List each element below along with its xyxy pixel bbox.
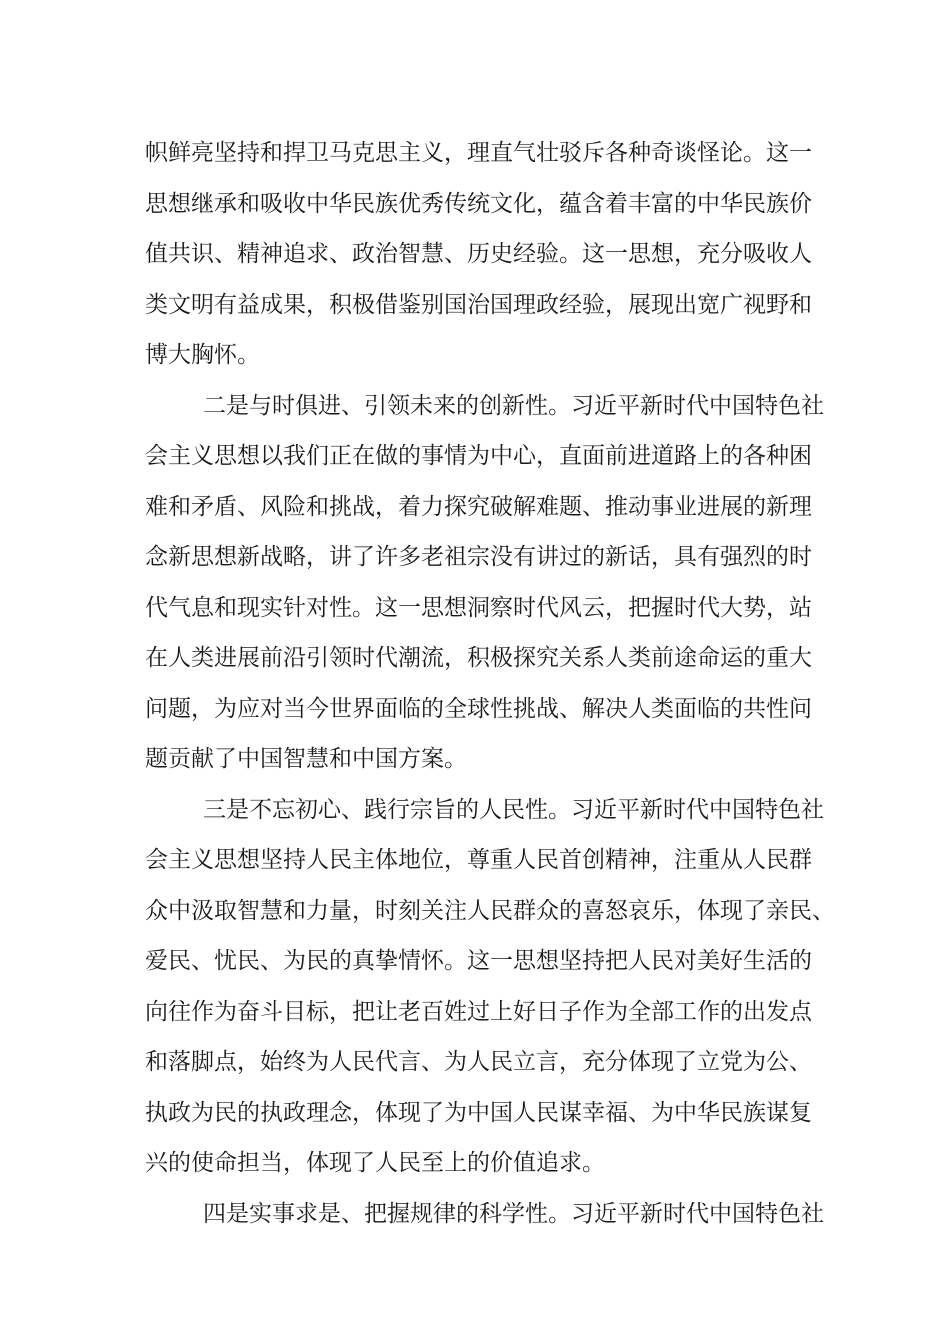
- text-line: 代气息和现实针对性。这一思想洞察时代风云，把握时代大势，站: [145, 594, 812, 621]
- text-line: 博大胸怀。: [145, 342, 260, 368]
- text-line: 三是不忘初心、践行宗旨的人民性。习近平新时代中国特色社: [203, 796, 824, 823]
- text-line: 会主义思想坚持人民主体地位，尊重人民首创精神，注重从人民群: [145, 847, 812, 873]
- text-line: 题贡献了中国智慧和中国方案。: [145, 746, 467, 772]
- text-line: 在人类进展前沿引领时代潮流，积极探究关系人类前途命运的重大: [145, 645, 812, 671]
- paragraph: [145, 128, 820, 381]
- text-line: 值共识、精神追求、政治智慧、历史经验。这一思想，充分吸收人: [145, 241, 812, 267]
- text-line: 众中汲取智慧和力量，时刻关注人民群众的喜怒哀乐，体现了亲民、: [145, 897, 835, 924]
- text-line: 和落脚点，始终为人民代言、为人民立言，充分体现了立党为公、: [145, 1049, 812, 1075]
- text-line: 爱民、忧民、为民的真挚情怀。这一思想坚持把人民对美好生活的: [145, 948, 812, 974]
- text-line: 执政为民的执政理念，体现了为中国人民谋幸福、为中华民族谋复: [145, 1099, 812, 1126]
- text-line: 兴的使命担当，体现了人民至上的价值追求。: [145, 1150, 605, 1176]
- text-line: 二是与时俱进、引领未来的创新性。习近平新时代中国特色社: [203, 392, 824, 419]
- text-line: 向往作为奋斗目标，把让老百姓过上好日子作为全部工作的出发点: [145, 998, 812, 1025]
- paragraph: [145, 785, 835, 1189]
- text-line: 思想继承和吸收中华民族优秀传统文化，蕴含着丰富的中华民族价: [145, 190, 812, 217]
- text-line: 类文明有益成果，积极借鉴别国治国理政经验，展现出宽广视野和: [145, 291, 812, 318]
- paragraph: [145, 1189, 824, 1240]
- paragraph: [145, 381, 824, 785]
- text-line: 难和矛盾、风险和挑战，着力探究破解难题、推动事业进展的新理: [145, 493, 812, 520]
- text-line: 四是实事求是、把握规律的科学性。习近平新时代中国特色社: [203, 1200, 824, 1227]
- text-line: 帜鲜亮坚持和捍卫马克思主义，理直气壮驳斥各种奇谈怪论。这一: [145, 140, 812, 166]
- text-line: 会主义思想以我们正在做的事情为中心，直面前进道路上的各种困: [145, 443, 812, 469]
- text-line: 念新思想新战略，讲了许多老祖宗没有讲过的新话，具有强烈的时: [145, 544, 812, 570]
- document-body: [145, 128, 835, 1239]
- text-line: 问题，为应对当今世界面临的全球性挑战、解决人类面临的共性问: [145, 695, 812, 722]
